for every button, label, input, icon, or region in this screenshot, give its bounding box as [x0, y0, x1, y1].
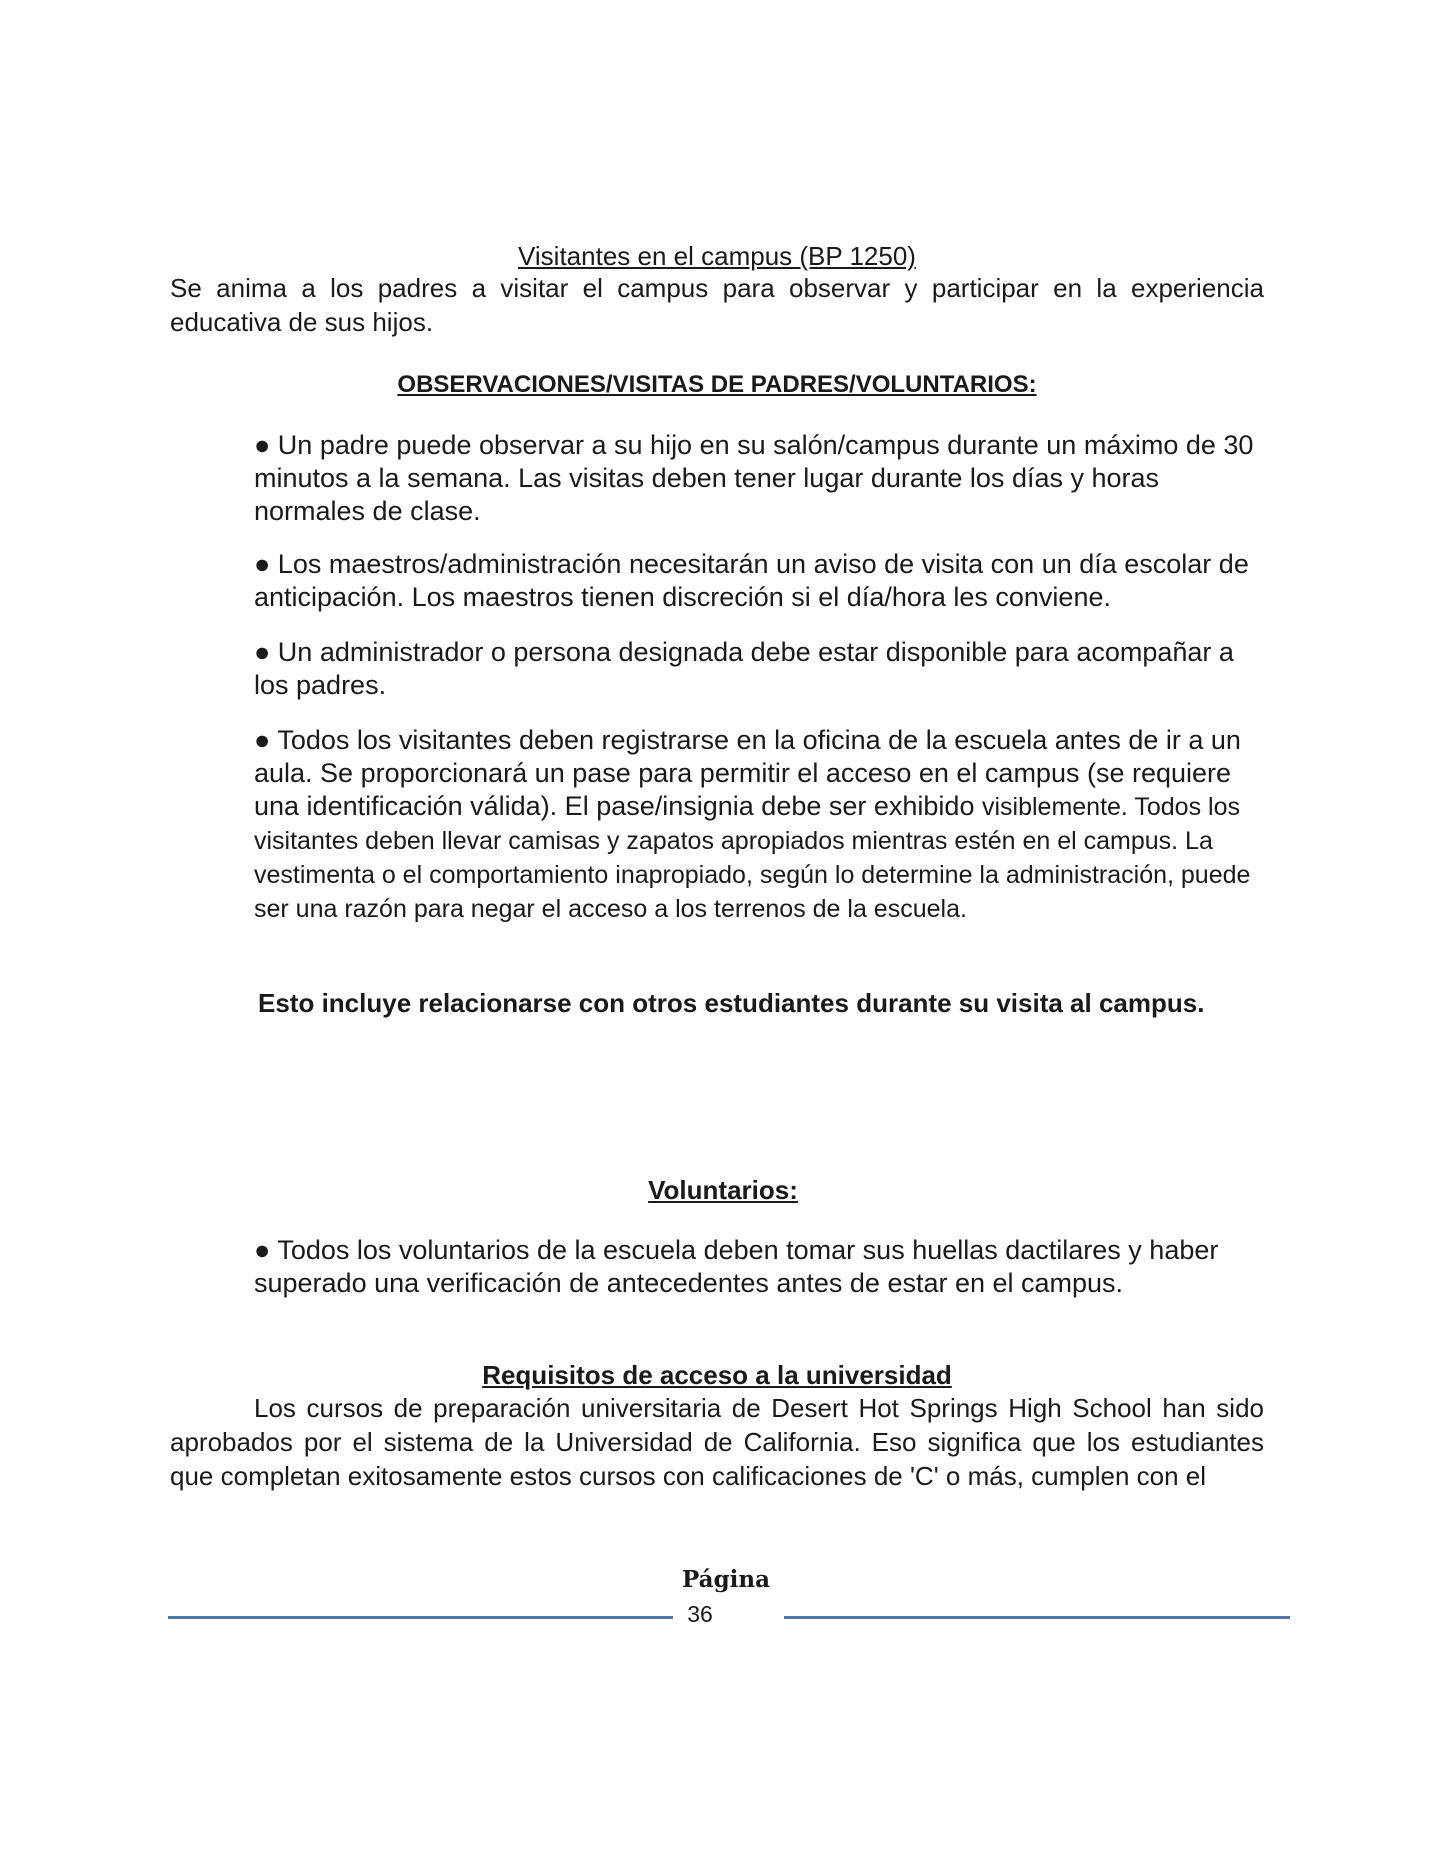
observation-bullet-4 [254, 724, 1264, 926]
observations-note: Esto incluye relacionarse con otros estudiantes durante su visita al campus. [258, 988, 1205, 1018]
university-heading: Requisitos de acceso a la universidad [482, 1360, 952, 1390]
observation-bullet-2: ● Los maestros/administración necesitarán un aviso de visita con un día escolar de anticipación. Los maestros tienen discreción si el día/hora les conviene. [254, 549, 1249, 612]
volunteer-bullet: ● Todos los voluntarios de la escuela deben tomar sus huellas dactilares y haber superado una verificación de antecedentes antes de estar en el campus. [254, 1235, 1219, 1298]
footer-page-label: Página [681, 1566, 771, 1593]
volunteers-heading: Voluntarios: [648, 1175, 798, 1205]
visitors-heading: Visitantes en el campus (BP 1250) [518, 241, 916, 271]
observation-bullet-1: ● Un padre puede observar a su hijo en su salón/campus durante un máximo de 30 minutos a la semana. Las visitas deben tener lugar durante los días y horas normales de clase. [254, 430, 1254, 526]
observation-bullet-4-continued: visiblemente. Todos los visitantes deben llevar camisas y zapatos apropiados mientras estén en el campus. La vestimenta o el comportamiento inapropiado, según lo determine la administración, puede ser una razón para negar el acceso a los terrenos de la escuela. [254, 793, 1251, 923]
observation-bullet-4-text: ● Todos los visitantes deben registrarse en la oficina de la escuela antes de ir a un aula. Se proporcionará un pase para permitir el acceso en el campus (se requiere una identificación válida). El pase/insignia debe ser exhibido [254, 725, 1241, 821]
footer-page-number: 36 [687, 1601, 713, 1627]
university-paragraph-text: Los cursos de preparación universitaria de Desert Hot Springs High School han sido aprobados por el sistema de la Universidad de California. Eso significa que los estudiantes que completan exitosamente estos cursos con calificaciones de 'C' o más, cumplen con el [170, 1393, 1264, 1491]
visitors-intro: Se anima a los padres a visitar el campus para observar y participar en la experiencia educativa de sus hijos. [170, 273, 1264, 337]
university-paragraph [170, 1391, 1264, 1493]
observation-bullet-3: ● Un administrador o persona designada debe estar disponible para acompañar a los padres. [254, 637, 1234, 700]
footer-rule-left [168, 1616, 673, 1619]
observations-heading: OBSERVACIONES/VISITAS DE PADRES/VOLUNTARIOS: [397, 371, 1037, 398]
footer-rule-right [784, 1616, 1290, 1619]
